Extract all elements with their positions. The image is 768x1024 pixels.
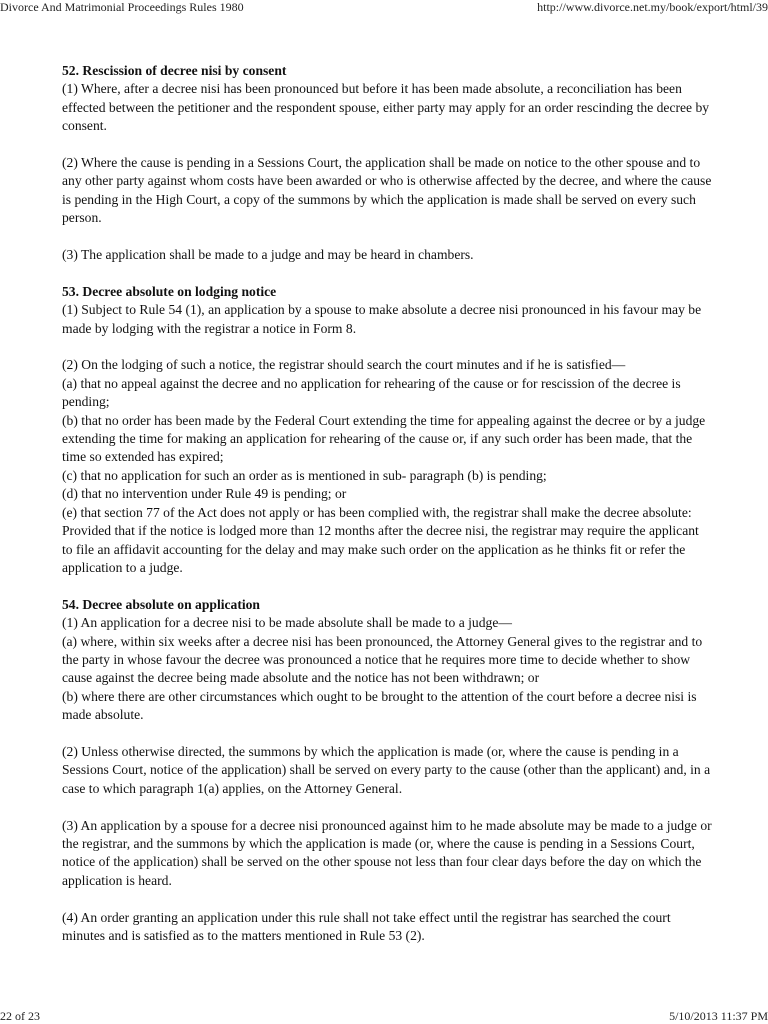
print-datetime: 5/10/2013 11:37 PM: [669, 1009, 768, 1023]
rule-53: [62, 283, 712, 338]
rule-53-item-a: (a) that no appeal against the decree and no application for rehearing of the cause or for rescission of the decree is pending;: [62, 375, 681, 410]
rule-54-para-1-intro: (1) An application for a decree nisi to be made absolute shall be made to a judge—: [62, 615, 512, 631]
rule-52-para-2: (2) Where the cause is pending in a Sessions Court, the application shall be made on notice to the other spouse and to any other party against whom costs have been awarded or who is otherwise affected by the decree, and where the cause is pending in the High Court, a copy of the summons by which the application is made shall be served on every such person.: [62, 155, 712, 226]
rule-53-item-e: (e) that section 77 of the Act does not apply or has been complied with, the registrar shall make the decree absolute: Provided that if the notice is lodged more than 12 months after the decree nisi, the registrar may require the applicant to file an affidavit accounting for the delay and may make such order on the application as he thinks fit or refer the application to a judge.: [62, 504, 699, 575]
rule-54-title: 54. Decree absolute on application: [62, 596, 260, 612]
rule-54-item-a: (a) where, within six weeks after a decree nisi has been pronounced, the Attorney General gives to the registrar and to the party in whose favour the decree was pronounced a notice that he requires more time to decide whether to show cause against the decree being made absolute and the notice has not been withdrawn; or: [62, 633, 703, 686]
rule-53-item-d: (d) that no intervention under Rule 49 is pending; or: [62, 486, 347, 502]
rule-54-para-4: (4) An order granting an application under this rule shall not take effect until the registrar has searched the court minutes and is satisfied as to the matters mentioned in Rule 53 (2).: [62, 909, 671, 943]
rule-53-para-1: (1) Subject to Rule 54 (1), an application by a spouse to make absolute a decree nisi pronounced in his favour may be made by lodging with the registrar a notice in Form 8.: [62, 302, 702, 336]
rule-53-para-2: [62, 356, 712, 577]
page-content: [62, 62, 712, 964]
rule-54-item-b: (b) where there are other circumstances which ought to be brought to the attention of the court before a decree nisi is made absolute.: [62, 688, 697, 723]
rule-54-para-2: (2) Unless otherwise directed, the summons by which the application is made (or, where the cause is pending in a Sessions Court, notice of the application) shall be served on every party to the cause (other than the applicant) and, in a case to which paragraph 1(a) applies, on the Attorney General.: [62, 743, 711, 796]
rule-52-para-3: (3) The application shall be made to a judge and may be heard in chambers.: [62, 247, 474, 263]
rule-54: [62, 596, 712, 725]
rule-53-item-b: (b) that no order has been made by the Federal Court extending the time for appealing against the decree or by a judge extending the time for making an application for rehearing of the cause or, if any such order has been made, that the time so extended has expired;: [62, 412, 706, 465]
rule-53-item-c: (c) that no application for such an order as is mentioned in sub- paragraph (b) is pending;: [62, 467, 547, 483]
rule-53-title: 53. Decree absolute on lodging notice: [62, 283, 277, 299]
rule-52-para-1: (1) Where, after a decree nisi has been pronounced but before it has been made absolute, a reconciliation has been effected between the petitioner and the respondent spouse, either party may apply for an order rescinding the decree by consent.: [62, 81, 710, 134]
rule-54-para-3: (3) An application by a spouse for a decree nisi pronounced against him to he made absolute may be made to a judge or the registrar, and the summons by which the application is made (or, where the cause is pending in a Sessions Court, notice of the application) shall be served on the other spouse not less than four clear days before the day on which the application is heard.: [62, 817, 712, 888]
document-title: Divorce And Matrimonial Proceedings Rules 1980: [0, 0, 244, 14]
page-number: 22 of 23: [0, 1009, 40, 1023]
rule-52-title: 52. Rescission of decree nisi by consent: [62, 63, 287, 78]
source-url[interactable]: http://www.divorce.net.my/book/export/html/39: [537, 0, 768, 14]
rule-52: [62, 62, 712, 136]
rule-53-para-2-intro: (2) On the lodging of such a notice, the registrar should search the court minutes and if he is satisfied—: [62, 357, 626, 373]
